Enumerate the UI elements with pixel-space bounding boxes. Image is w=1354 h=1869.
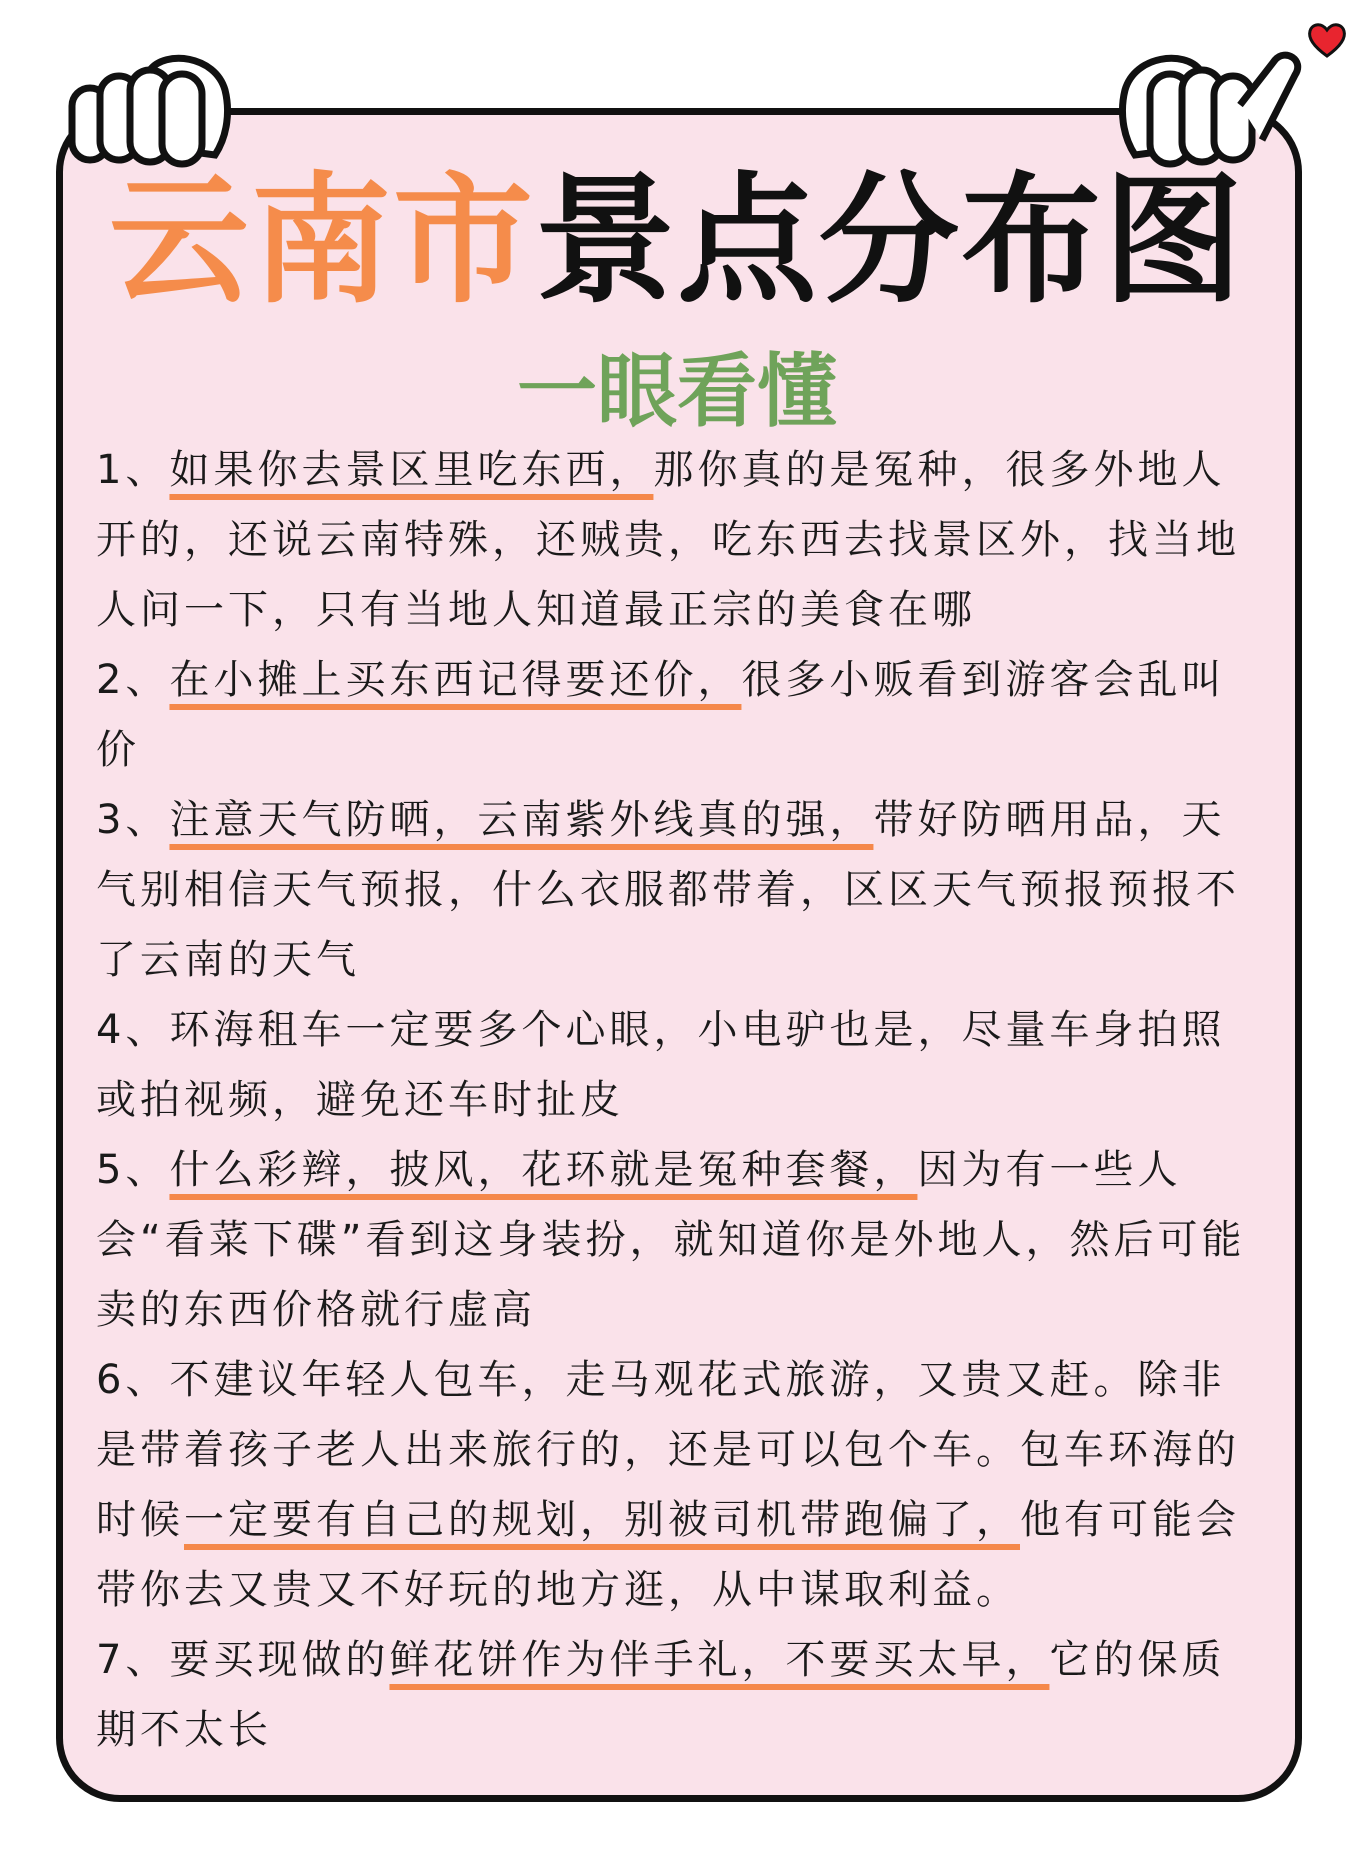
tip-highlight: 在小摊上买东西记得要还价， [169,657,742,703]
page-subtitle: 一眼看懂 [517,345,837,438]
tip-item [96,645,1256,785]
tip-item [96,1135,1256,1345]
heart-icon [1305,18,1349,62]
tip-number: 4、 [96,1007,170,1053]
title-part-black: 景点分布图 [535,160,1246,323]
tip-text: 要买现做的 [169,1637,390,1683]
tip-highlight: 如果你去景区里吃东西， [169,447,654,493]
tip-text: 环海租车一定要多个心眼，小电驴也是，尽量车身拍照或拍视频，避免还车时扯皮 [96,1007,1226,1123]
tip-item [96,995,1256,1135]
tip-number: 7、 [96,1637,170,1683]
tip-number: 3、 [96,797,170,843]
tip-item [96,1625,1256,1765]
tip-text: 因为有一些人会“看菜下碟”看到这身装扮，就知道你是外地人，然后可能卖的东西价格就行虚高 [96,1147,1246,1333]
tip-item [96,435,1256,645]
tip-highlight: 一定要有自己的规划，别被司机带跑偏了， [184,1497,1020,1543]
title-part-orange: 云南市 [108,160,535,323]
tip-number: 1、 [96,447,170,493]
tip-item [96,785,1256,995]
right-hand-icon [1122,55,1297,164]
tip-highlight: 鲜花饼作为伴手礼，不要买太早， [389,1637,1050,1683]
tip-number: 6、 [96,1357,170,1403]
tip-text: 很多小贩看到游客会乱叫价 [96,657,1226,773]
tip-highlight: 什么彩辫，披风，花环就是冤种套餐， [169,1147,918,1193]
tip-number: 5、 [96,1147,170,1193]
tip-text: 那你真的是冤种，很多外地人开的，还说云南特殊，还贼贵，吃东西去找景区外，找当地人问一下，只有当地人知道最正宗的美食在哪 [96,447,1240,633]
tip-item [96,1345,1256,1625]
tip-number: 2、 [96,657,170,703]
tip-text: 带好防晒用品，天气别相信天气预报，什么衣服都带着，区区天气预报预报不了云南的天气 [96,797,1240,983]
page-title [0,160,1354,323]
tip-text: 它的保质期不太长 [96,1637,1226,1753]
tip-text: 他有可能会带你去又贵又不好玩的地方逛，从中谋取利益。 [96,1497,1240,1613]
tip-highlight: 注意天气防晒，云南紫外线真的强， [169,797,874,843]
left-hand-icon [72,58,228,164]
tip-text: 不建议年轻人包车，走马观花式旅游，又贵又赶。除非是带着孩子老人出来旅行的，还是可以包个车。包车环海的时候 [96,1357,1240,1543]
tips-list [96,435,1256,1765]
